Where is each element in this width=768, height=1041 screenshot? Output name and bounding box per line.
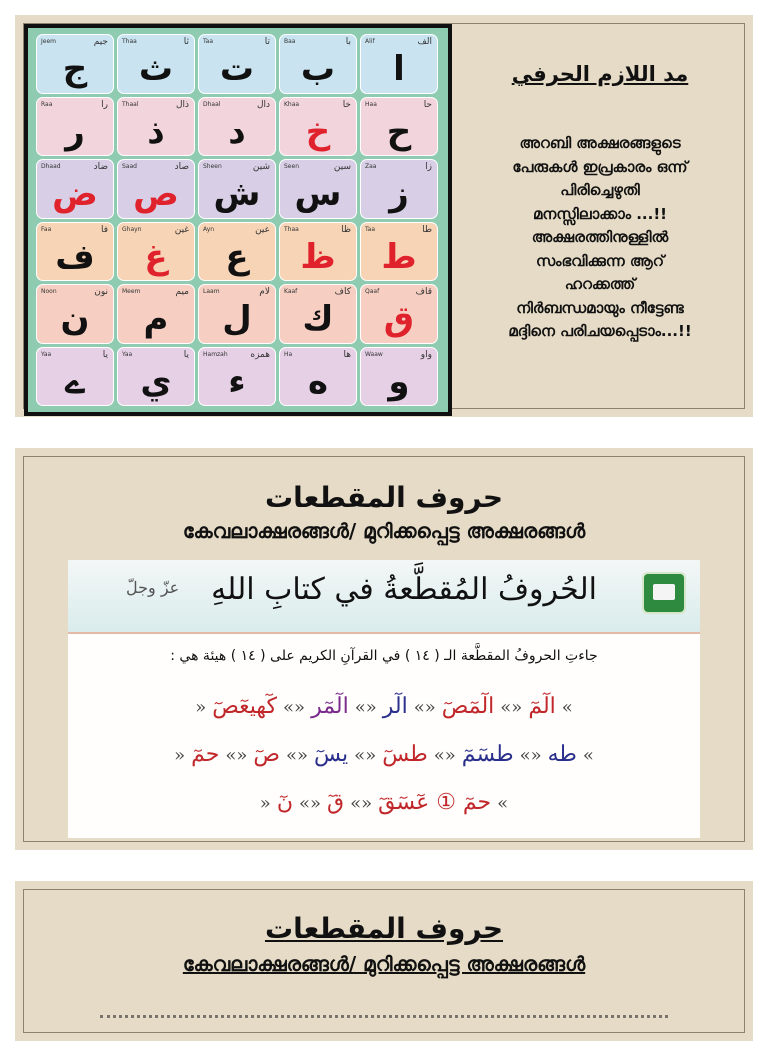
body-line: പിരിച്ചെഴുതി: [560, 181, 640, 199]
muqattaat-letters: حمٓ ① عٓسٓقٓ: [378, 790, 492, 815]
muqattaat-letters: طسٓ: [382, 742, 428, 767]
letter-glyph: ث: [138, 49, 174, 89]
letter-english-name: Meem: [122, 288, 141, 295]
letter-glyph: ض: [52, 174, 98, 214]
letter-cell: [360, 159, 438, 219]
letter-cell: [360, 284, 438, 344]
letter-english-name: Khaa: [284, 100, 300, 108]
book-logo-icon: [642, 572, 686, 614]
letter-glyph: ط: [381, 236, 417, 277]
letter-cell: [117, 284, 195, 344]
muqattaat-letters: قٓ: [327, 790, 345, 815]
letter-english-name: Faa: [41, 225, 52, 233]
letter-glyph: ص: [133, 174, 179, 214]
letter-arabic-name: خا: [342, 99, 351, 110]
body-line: പേരുകൾ ഇപ്രകാരം ഒന്ന്: [512, 157, 688, 176]
panel-intro-text: جاءتِ الحروفُ المقطَّعة الـ ( ١٤ ) في القرآنِ الكريم على ( ١٤ ) هيئة هي :: [170, 648, 598, 664]
letter-cell: [117, 159, 195, 219]
slide2-title: حروف المقطعات: [264, 481, 504, 514]
letter-english-name: Thaa: [122, 38, 137, 45]
letter-glyph: ظ: [300, 236, 336, 277]
letter-arabic-name: طا: [422, 224, 432, 235]
letter-arabic-name: تا: [264, 37, 270, 47]
letter-english-name: Raa: [41, 100, 53, 108]
letter-english-name: Noon: [41, 288, 57, 295]
muqattaat-letters: يسٓ: [314, 742, 349, 767]
letter-english-name: Yaa: [41, 350, 52, 358]
letter-cell: [198, 222, 276, 282]
letter-glyph: م: [143, 299, 169, 339]
letter-cell: [117, 347, 195, 407]
letter-glyph: ت: [219, 49, 255, 89]
letter-glyph: ل: [222, 299, 252, 339]
letter-arabic-name: شين: [252, 162, 270, 172]
slide2-subtitle: കേവലാക്ഷരങ്ങൾ/ മുറിക്കപ്പെട്ട അക്ഷരങ്ങൾ: [182, 519, 586, 543]
letter-cell: [360, 97, 438, 157]
muqattaat-letters: طسٓمٓ: [461, 742, 514, 767]
letter-glyph: ے: [65, 361, 85, 402]
muqattaat-letters: الٓمٓصٓ: [441, 694, 495, 719]
body-line: നിർബന്ധമായും നീട്ടേണ്ട: [516, 298, 684, 317]
letters-row: »حمٓ ① عٓسٓقٓ«»قٓ«»نٓ«: [259, 790, 509, 815]
slide1-body: [460, 132, 740, 344]
letter-glyph: ذ: [147, 111, 165, 152]
letter-cell: [279, 347, 357, 407]
letter-cell: [279, 222, 357, 282]
letter-arabic-name: صاد: [174, 162, 189, 172]
slide1-title: مد اللازم الحرفي: [511, 62, 689, 86]
panel-ornament: عزّ وجلّ: [126, 578, 180, 597]
letter-arabic-name: ثا: [183, 37, 189, 47]
cut-off-text: [100, 1015, 668, 1028]
letter-english-name: Sheen: [203, 163, 222, 170]
letter-arabic-name: جيم: [93, 37, 108, 47]
muqattaat-letters: الٓر: [382, 694, 408, 719]
letter-cell: [360, 222, 438, 282]
letter-english-name: Taa: [203, 38, 214, 45]
muqattaat-letters: حمٓ: [191, 742, 220, 767]
slide3-title: حروف المقطعات: [264, 912, 504, 945]
letter-arabic-name: نون: [94, 287, 108, 297]
letter-arabic-name: ظا: [341, 224, 351, 235]
letter-english-name: Taa: [365, 225, 376, 233]
letter-arabic-name: لام: [259, 287, 270, 297]
letter-glyph: ف: [55, 236, 95, 277]
letter-arabic-name: زا: [425, 162, 432, 172]
letter-glyph: ع: [225, 236, 249, 277]
letter-glyph: ا: [393, 49, 405, 89]
arabic-alphabet-chart: [24, 24, 452, 416]
letter-cell: [36, 34, 114, 94]
letter-glyph: ب: [300, 49, 336, 89]
letter-english-name: Thaa: [284, 225, 299, 233]
letter-cell: [117, 97, 195, 157]
letter-english-name: Hamzah: [203, 350, 228, 358]
muqattaat-panel: [68, 560, 700, 838]
letter-english-name: Alif: [365, 38, 375, 45]
letter-glyph: ن: [60, 299, 90, 339]
letter-glyph: ه: [307, 361, 329, 402]
letter-glyph: ج: [62, 49, 88, 89]
letter-arabic-name: ضاد: [93, 162, 108, 172]
letter-english-name: Waaw: [365, 350, 383, 358]
panel-title: الحُروفُ المُقطَّعةُ في كتابِ اللهِ: [211, 572, 597, 607]
letter-arabic-name: فا: [100, 224, 108, 235]
letter-glyph: ي: [140, 361, 172, 402]
body-line: അക്ഷരത്തിനുള്ളിൽ: [531, 228, 669, 246]
letter-english-name: Thaal: [122, 100, 139, 108]
muqattaat-letters: كٓهيعٓصٓ: [212, 694, 278, 719]
letter-glyph: غ: [144, 236, 168, 277]
letter-arabic-name: دال: [256, 99, 270, 110]
body-line: മദ്ദിനെ പരിചയപ്പെടാം...!!: [508, 322, 692, 340]
letter-cell: [36, 159, 114, 219]
letter-glyph: ء: [228, 361, 246, 402]
letter-english-name: Laam: [203, 288, 220, 295]
letter-arabic-name: كاف: [334, 287, 351, 297]
body-line: മനസ്സിലാക്കാം ...!!: [532, 204, 668, 223]
letter-english-name: Haa: [365, 100, 377, 108]
letter-english-name: Ghayn: [122, 225, 142, 233]
letter-english-name: Yaa: [122, 350, 133, 358]
letter-arabic-name: عين: [255, 224, 270, 235]
letter-arabic-name: با: [345, 37, 351, 47]
letter-cell: [198, 34, 276, 94]
letter-cell: [198, 347, 276, 407]
letter-glyph: د: [228, 111, 246, 152]
body-line: ഹറക്കത്ത്: [564, 275, 636, 293]
muqattaat-letters: طه: [547, 742, 577, 767]
letter-english-name: Ha: [284, 350, 293, 358]
letter-english-name: Kaaf: [284, 288, 298, 295]
letter-arabic-name: غين: [174, 224, 189, 235]
letter-cell: [117, 222, 195, 282]
letter-glyph: س: [294, 174, 342, 214]
alphabet-grid: [28, 28, 448, 412]
letter-english-name: Seen: [284, 163, 299, 170]
letter-cell: [198, 284, 276, 344]
letter-english-name: Zaa: [365, 163, 377, 170]
letter-english-name: Ayn: [203, 225, 215, 233]
letter-arabic-name: ميم: [175, 287, 189, 297]
letter-arabic-name: همزه: [250, 349, 270, 360]
letter-arabic-name: ذال: [175, 99, 189, 110]
muqattaat-letters: نٓ: [276, 790, 293, 815]
body-line: സംഭവിക്കുന്ന ആറ്: [535, 251, 665, 270]
letter-cell: [36, 97, 114, 157]
letter-cell: [36, 347, 114, 407]
letter-glyph: ر: [65, 111, 85, 152]
panel-header: [68, 560, 700, 634]
letter-english-name: Baa: [284, 38, 296, 45]
letter-cell: [279, 159, 357, 219]
letter-cell: [279, 34, 357, 94]
letter-english-name: Saad: [122, 163, 137, 170]
letter-arabic-name: سين: [333, 162, 351, 172]
slide3-subtitle: കേവലാക്ഷരങ്ങൾ/ മുറിക്കപ്പെട്ട അക്ഷരങ്ങൾ: [182, 952, 586, 976]
letter-cell: [36, 222, 114, 282]
letter-cell: [279, 97, 357, 157]
letter-english-name: Qaaf: [365, 288, 380, 295]
letter-cell: [279, 284, 357, 344]
letter-glyph: ح: [386, 111, 412, 152]
letter-arabic-name: يا: [183, 349, 189, 360]
letter-english-name: Jeem: [41, 38, 56, 45]
letter-glyph: ك: [302, 299, 334, 339]
letters-row: »طه«»طسٓمٓ«»طسٓ«»يسٓ«»صٓ«»حمٓ«: [174, 742, 594, 767]
body-line: അറബി അക്ഷരങ്ങളുടെ: [519, 134, 681, 152]
letter-glyph: و: [388, 361, 410, 402]
letter-cell: [360, 347, 438, 407]
letter-arabic-name: را: [101, 99, 108, 110]
letters-row: »الٓمٓ«»الٓمٓصٓ«»الٓر«»الٓمٓر«»كٓهيعٓصٓ«: [195, 694, 573, 719]
letter-cell: [360, 34, 438, 94]
letter-glyph: خ: [305, 111, 331, 152]
letter-glyph: ش: [213, 174, 261, 214]
letter-english-name: Dhaad: [41, 163, 61, 170]
letter-arabic-name: قاف: [415, 287, 432, 297]
letter-cell: [117, 34, 195, 94]
letter-english-name: Dhaal: [203, 100, 221, 108]
letter-cell: [198, 97, 276, 157]
letter-arabic-name: ها: [343, 349, 351, 360]
muqattaat-letters: الٓمٓر: [311, 694, 349, 719]
letter-arabic-name: الف: [417, 37, 432, 47]
letter-cell: [36, 284, 114, 344]
letter-arabic-name: يا: [102, 349, 108, 360]
letter-arabic-name: حا: [423, 99, 432, 110]
muqattaat-letters: الٓمٓ: [528, 694, 556, 719]
letter-cell: [198, 159, 276, 219]
letter-glyph: ز: [389, 174, 409, 214]
muqattaat-letters: صٓ: [253, 742, 280, 767]
letter-arabic-name: واو: [420, 349, 432, 360]
letter-glyph: ق: [383, 299, 415, 339]
